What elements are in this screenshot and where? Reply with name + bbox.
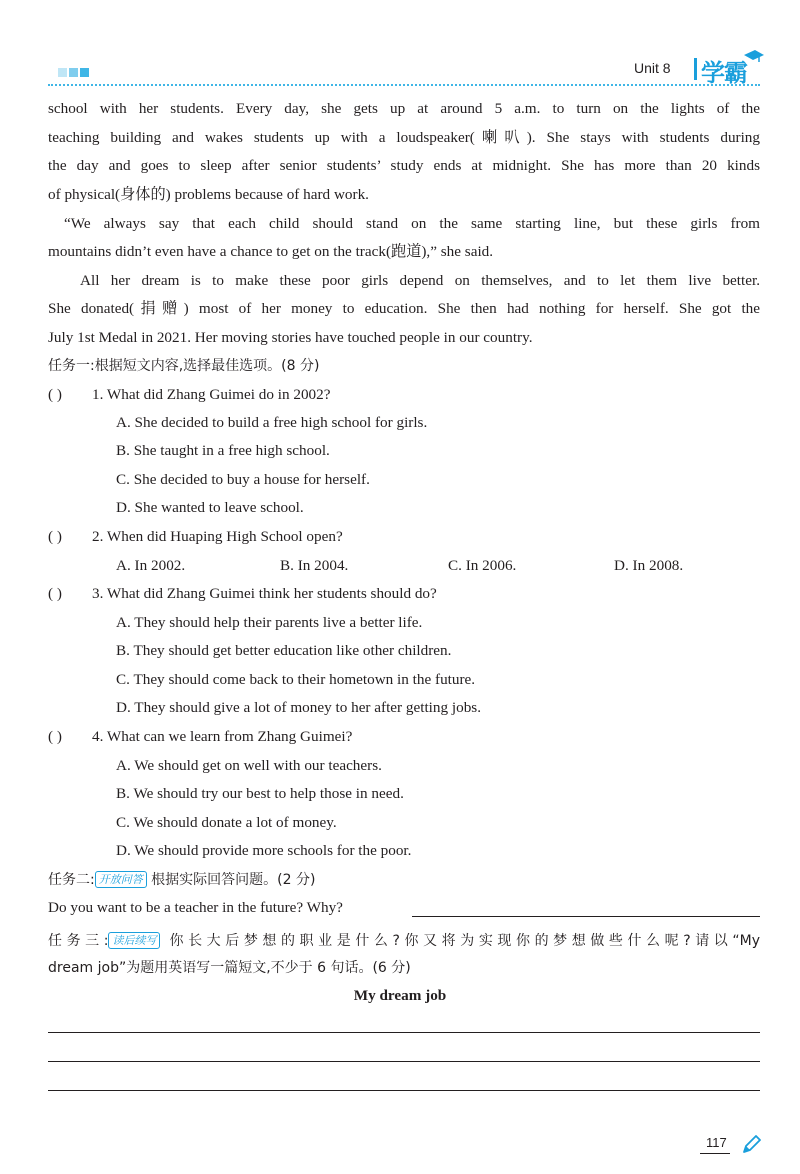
task3-prefix: 任务三: (48, 933, 109, 949)
header-rule (48, 84, 760, 86)
header-square (58, 68, 67, 77)
option-d[interactable]: D. They should give a lot of money to her after getting jobs. (116, 699, 481, 716)
writing-line[interactable] (48, 1061, 760, 1062)
passage-line: of physical(身体的) problems because of hard work. (48, 186, 369, 203)
graduation-cap-icon (744, 50, 764, 64)
option-a[interactable]: A. In 2002. (116, 557, 186, 574)
option-d[interactable]: D. In 2008. (614, 557, 684, 574)
answer-bracket[interactable]: ( ) (48, 386, 62, 403)
passage-line: mountains didn’t even have a chance to get on the track(跑道),” she said. (48, 243, 494, 260)
brand-logo: 学霸 (701, 59, 747, 87)
task3-instruction-line2: dream job”为题用英语写一篇短文,不少于 6 句话。(6 分) (48, 960, 411, 976)
option-c[interactable]: C. They should come back to their hometown in the future. (116, 671, 476, 688)
continuation-writing-tag: 读后续写 (108, 932, 160, 949)
option-d[interactable]: D. We should provide more schools for the poor. (116, 842, 412, 859)
option-a[interactable]: A. She decided to build a free high school for girls. (116, 414, 428, 431)
question-stem: 4. What can we learn from Zhang Guimei? (92, 728, 353, 745)
unit-label: Unit 8 (634, 60, 671, 76)
task3-heading (48, 931, 760, 951)
option-a[interactable]: A. They should help their parents live a better life. (116, 614, 423, 631)
option-c[interactable]: C. In 2006. (448, 557, 517, 574)
passage-line: She donated(捐赠) most of her money to education. She then had nothing for herself. She got the (48, 300, 760, 317)
answer-bracket[interactable]: ( ) (48, 528, 62, 545)
page-number-underline (700, 1153, 730, 1154)
task2-answer-line[interactable] (412, 916, 760, 917)
header-divider (694, 58, 697, 80)
task2-instruction: 根据实际回答问题。(2 分) (151, 872, 316, 888)
passage-line: All her dream is to make these poor girls depend on themselves, and to let them live better. (80, 272, 760, 289)
option-d[interactable]: D. She wanted to leave school. (116, 499, 304, 516)
passage-line: “We always say that each child should stand on the same starting line, but these girls from (64, 215, 760, 232)
writing-line[interactable] (48, 1032, 760, 1033)
option-b[interactable]: B. She taught in a free high school. (116, 442, 330, 459)
option-b[interactable]: B. We should try our best to help those in need. (116, 785, 404, 802)
pencil-icon (740, 1134, 762, 1156)
option-b[interactable]: B. They should get better education like other children. (116, 642, 452, 659)
answer-bracket[interactable]: ( ) (48, 585, 62, 602)
page-number: 117 (706, 1135, 727, 1150)
passage-line: teaching building and wakes students up with a loudspeaker(喇叭). She stays with students during (48, 129, 760, 146)
passage-line: the day and goes to sleep after senior students’ study ends at midnight. She has more than 20 kinds (48, 157, 760, 174)
header-decoration (58, 68, 89, 77)
passage-line: school with her students. Every day, she gets up at around 5 a.m. to turn on the lights of the (48, 100, 760, 117)
header-square (69, 68, 78, 77)
option-c[interactable]: C. We should donate a lot of money. (116, 814, 337, 831)
question-stem: 1. What did Zhang Guimei do in 2002? (92, 386, 331, 403)
open-answer-tag: 开放问答 (95, 871, 147, 888)
essay-title: My dream job (353, 987, 447, 1004)
question-stem: 2. When did Huaping High School open? (92, 528, 343, 545)
task2-heading (48, 870, 760, 890)
answer-bracket[interactable]: ( ) (48, 728, 62, 745)
option-b[interactable]: B. In 2004. (280, 557, 349, 574)
task1-heading: 任务一:根据短文内容,选择最佳选项。(8 分) (48, 358, 320, 374)
option-c[interactable]: C. She decided to buy a house for herself. (116, 471, 370, 488)
option-a[interactable]: A. We should get on well with our teachers. (116, 757, 382, 774)
passage-line: July 1st Medal in 2021. Her moving stories have touched people in our country. (48, 329, 533, 346)
question-stem: 3. What did Zhang Guimei think her students should do? (92, 585, 437, 602)
task2-prefix: 任务二: (48, 872, 95, 888)
task3-instruction-line1: 你长大后梦想的职业是什么?你又将为实现你的梦想做些什么呢?请以“My (169, 933, 761, 949)
header-square (80, 68, 89, 77)
task2-question: Do you want to be a teacher in the future? Why? (48, 899, 343, 916)
writing-line[interactable] (48, 1090, 760, 1091)
